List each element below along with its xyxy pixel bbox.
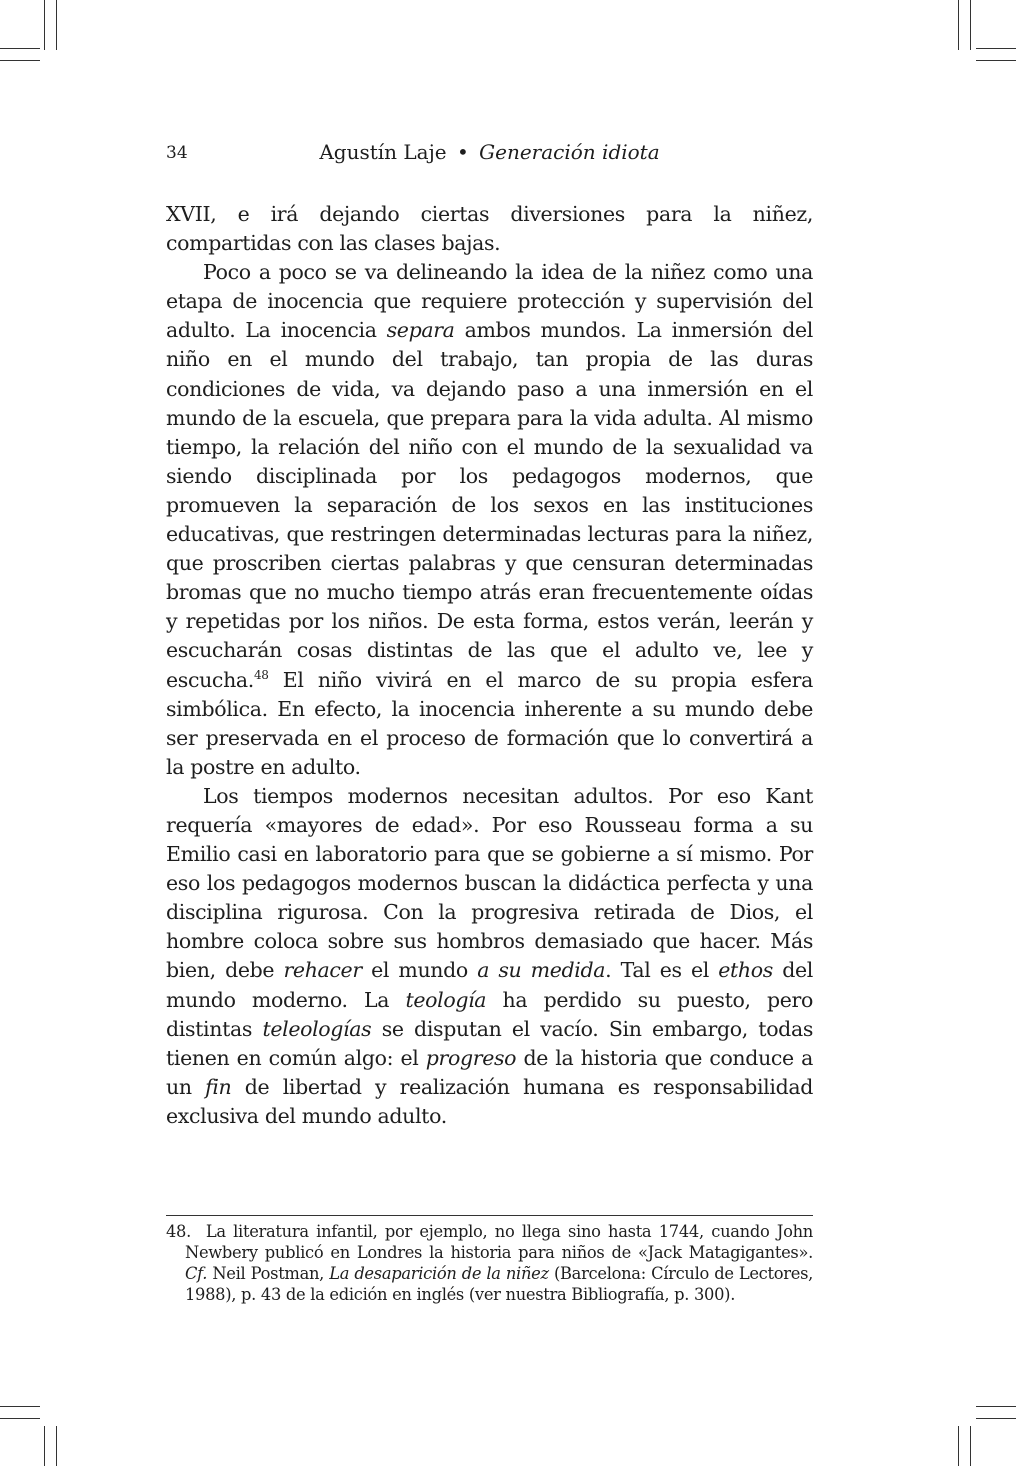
paragraph-3-emphasis-rehacer: rehacer bbox=[283, 958, 362, 983]
crop-mark-top-left-h2 bbox=[0, 48, 40, 49]
crop-mark-top-right-v2 bbox=[970, 0, 971, 50]
footnote-48 bbox=[166, 1221, 813, 1305]
paragraph-3-emphasis-ethos: ethos bbox=[718, 958, 773, 983]
crop-mark-bottom-right-h bbox=[976, 1406, 1016, 1407]
paragraph-2 bbox=[166, 258, 813, 782]
paragraph-3-emphasis-teleologias: teleologías bbox=[262, 1016, 372, 1041]
running-header bbox=[166, 140, 813, 170]
crop-mark-top-right-h2 bbox=[976, 48, 1016, 49]
footnote-reference[interactable]: 48 bbox=[253, 667, 269, 682]
paragraph-3-emphasis-progreso: progreso bbox=[425, 1045, 517, 1070]
crop-mark-bottom-left-v2 bbox=[56, 1426, 57, 1466]
paragraph-2-emphasis-separa: separa bbox=[386, 318, 455, 343]
paragraph-3-emphasis-fin: fin bbox=[205, 1074, 232, 1099]
crop-mark-bottom-left-h2 bbox=[0, 1418, 40, 1419]
paragraph-3-text-f: se disputan el vacío. Sin embargo, todas tienen en común algo: el bbox=[166, 1016, 814, 1070]
running-title bbox=[166, 140, 813, 164]
footnote-text-a: La literatura infantil, por ejemplo, no llega sino hasta 1744, cuando John Newbery publicó en Londres la historia para niños de «Jack Matagigantes». bbox=[185, 1222, 813, 1262]
crop-mark-bottom-right-h2 bbox=[976, 1418, 1016, 1419]
crop-mark-top-right-v1 bbox=[958, 0, 959, 50]
crop-mark-bottom-left-h bbox=[0, 1406, 40, 1407]
footnote-paragraph bbox=[166, 1221, 813, 1305]
header-separator: • bbox=[457, 140, 469, 164]
crop-mark-top-left-v2 bbox=[56, 0, 57, 50]
crop-mark-top-left-h bbox=[0, 60, 40, 61]
paragraph-3-text-e: ha perdido su puesto, pero distintas bbox=[166, 987, 813, 1041]
book-title: Generación idiota bbox=[479, 140, 660, 164]
paragraph-3-emphasis-teologia: teología bbox=[405, 987, 487, 1012]
body-text bbox=[166, 200, 813, 1131]
paragraph-2-text-a: Poco a poco se va delineando la idea de la niñez como una etapa de inocencia que requiere protección y supervisión del adulto. La inocencia bbox=[166, 260, 813, 343]
footnote-cf: Cf. bbox=[185, 1264, 208, 1283]
crop-mark-bottom-right-v2 bbox=[970, 1426, 971, 1466]
footnote-rule bbox=[166, 1215, 813, 1216]
paragraph-3-emphasis-a-su-medida: a su medida bbox=[477, 958, 606, 983]
page-number: 34 bbox=[166, 143, 188, 163]
crop-mark-top-left-v1 bbox=[44, 0, 45, 50]
paragraph-2-text-c: El niño vivirá en el marco de su propia esfera simbólica. En efecto, la inocencia inherente a su mundo debe ser preservada en el proceso de formación que lo convertirá a la postre en adulto. bbox=[166, 667, 813, 779]
footnote-text-c: (Barcelona: Círculo de Lectores, 1988), p. 43 de la edición en inglés (ver nuestra Bibliografía, p. 300). bbox=[185, 1264, 813, 1304]
footnote-text-b: Neil Postman, bbox=[207, 1264, 330, 1283]
paragraph-3-text-g: de la historia que conduce a un bbox=[166, 1045, 813, 1099]
crop-mark-bottom-right-v1 bbox=[958, 1426, 959, 1466]
paragraph-3-text-c: . Tal es el bbox=[605, 958, 719, 983]
crop-mark-bottom-left-v1 bbox=[44, 1426, 45, 1466]
paragraph-3 bbox=[166, 782, 813, 1131]
paragraph-2-text-b: ambos mundos. La inmersión del niño en el mundo del trabajo, tan propia de las duras condiciones de vida, va dejando paso a una inmersión en el mundo de la escuela, que prepara para la vida adulta. Al mismo tiempo, la relación del niño con el mundo de la sexualidad va siendo disciplinada por los pedagogos modernos, que promueven la separación de los sexos en las instituciones educativas, que restringen determinadas lecturas para la niñez, que proscriben ciertas palabras y que censuran determinadas bromas que no mucho tiempo atrás eran frecuentemente oídas y repetidas por los niños. De esta forma, estos verán, leerán y escucharán cosas distintas de las que el adulto ve, lee y escucha. bbox=[166, 318, 813, 692]
crop-mark-top-right-h bbox=[976, 60, 1016, 61]
paragraph-3-text-b: el mundo bbox=[361, 958, 478, 983]
paragraph-3-text-a: Los tiempos modernos necesitan adultos. Por eso Kant requería «mayores de edad». Por eso Rousseau forma a su Emilio casi en laboratorio para que se gobierne a sí mismo. Por eso los pedagogos modernos buscan la didáctica perfecta y una disciplina rigurosa. Con la progresiva retirada de Dios, el hombre coloca sobre sus hombros demasiado que hacer. Más bien, debe bbox=[166, 783, 813, 983]
footnote-book-title: La desaparición de la niñez bbox=[329, 1264, 549, 1283]
paragraph-3-text-d: del mundo moderno. La bbox=[166, 958, 813, 1012]
paragraph-1: XVII, e irá dejando ciertas diversiones para la niñez, compartidas con las clases bajas. bbox=[166, 202, 813, 256]
paragraph-3-text-h: de libertad y realización humana es responsabilidad exclusiva del mundo adulto. bbox=[166, 1074, 814, 1128]
author-name: Agustín Laje bbox=[319, 140, 447, 164]
footnote-number: 48. bbox=[166, 1222, 191, 1241]
